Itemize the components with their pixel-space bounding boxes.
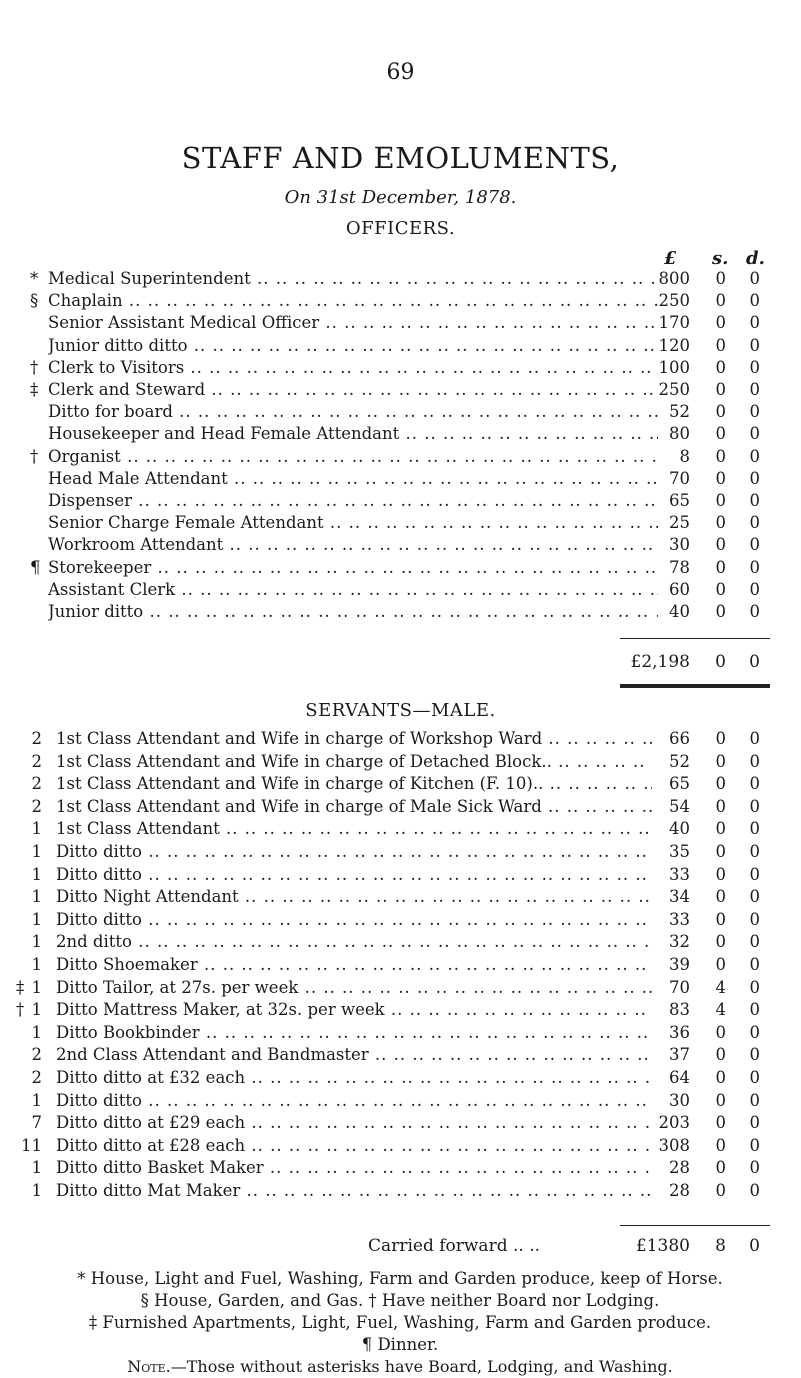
amount-pence: 0	[749, 796, 760, 816]
amount-pence: 0	[749, 932, 760, 952]
officer-title: Ditto for board .. ..	[48, 401, 658, 423]
servant-row	[0, 818, 801, 840]
amount-pence: 0	[749, 1022, 760, 1042]
amount-pence: 0	[749, 269, 760, 288]
servant-quantity: 1	[31, 1090, 42, 1110]
servant-row	[0, 751, 801, 773]
officer-row	[0, 401, 801, 423]
officer-title: Clerk to Visitors .. ..	[48, 357, 658, 379]
amount-pence: 0	[749, 1181, 760, 1200]
servant-quantity: 2	[31, 774, 42, 794]
servant-quantity: 1	[31, 955, 42, 974]
footnote-2: § House, Garden, and Gas. † Have neither Board nor Lodging.	[140, 1291, 660, 1310]
row-mark: †	[30, 446, 39, 466]
servant-quantity: 2	[31, 1045, 42, 1065]
amount-shillings: 0	[715, 751, 726, 771]
servant-quantity: 1	[31, 977, 42, 997]
amount-pounds: 35	[669, 842, 690, 861]
officer-title: Chaplain .. ..	[48, 290, 658, 312]
row-mark: ¶	[30, 557, 41, 577]
amount-shillings: 0	[715, 491, 726, 510]
carried-forward-shillings: 8	[715, 1236, 726, 1256]
amount-pounds: 70	[669, 977, 690, 997]
amount-pence: 0	[749, 909, 760, 929]
officer-title: Storekeeper .. ..	[48, 557, 658, 579]
amount-pounds: 250	[658, 291, 690, 311]
amount-shillings: 0	[715, 955, 726, 974]
servant-row	[0, 954, 801, 976]
amount-pounds: 40	[669, 602, 690, 621]
amount-pence: 0	[749, 864, 760, 884]
amount-pence: 0	[749, 424, 760, 444]
servant-row	[0, 1044, 801, 1066]
servant-title: Ditto ditto .. ..	[56, 841, 652, 863]
officer-row	[0, 379, 801, 401]
servant-quantity: 1	[31, 842, 42, 861]
amount-shillings: 0	[715, 1135, 726, 1155]
row-mark: ‡	[30, 380, 39, 399]
amount-pence: 0	[749, 887, 760, 907]
amount-pence: 0	[749, 513, 760, 533]
officer-row	[0, 490, 801, 512]
footnote-1: * House, Light and Fuel, Washing, Farm and Garden produce, keep of Horse.	[77, 1269, 723, 1288]
amount-shillings: 0	[715, 774, 726, 794]
servant-row	[0, 728, 801, 750]
amount-pounds: 30	[669, 1090, 690, 1110]
officer-row	[0, 601, 801, 623]
amount-pounds: 64	[669, 1068, 690, 1087]
officer-row	[0, 468, 801, 490]
col-header-shillings: s.	[712, 248, 729, 269]
amount-shillings: 0	[715, 909, 726, 929]
amount-pence: 0	[749, 842, 760, 861]
note	[30, 1356, 770, 1378]
amount-pounds: 800	[658, 269, 690, 288]
amount-pounds: 120	[658, 335, 690, 355]
servant-quantity: 1	[31, 864, 42, 884]
amount-pounds: 34	[669, 887, 690, 907]
servant-title: Ditto ditto Mat Maker .. ..	[56, 1180, 652, 1202]
officer-title: Head Male Attendant .. ..	[48, 468, 658, 490]
servant-title: Ditto Tailor, at 27s. per week .. ..	[56, 977, 652, 999]
amount-pence: 0	[749, 774, 760, 794]
servant-title: Ditto ditto at £32 each .. ..	[56, 1067, 652, 1089]
servant-quantity: 1	[31, 1000, 42, 1020]
amount-shillings: 0	[715, 535, 726, 555]
amount-shillings: 0	[715, 796, 726, 816]
amount-pence: 0	[749, 1068, 760, 1087]
page-number: 69	[386, 60, 415, 85]
amount-pounds: 78	[669, 557, 690, 577]
officers-total-rule	[620, 638, 770, 639]
amount-pence: 0	[749, 535, 760, 555]
footnote-3: ‡ Furnished Apartments, Light, Fuel, Washing, Farm and Garden produce.	[88, 1313, 712, 1332]
officers-total-shillings: 0	[715, 652, 726, 672]
amount-pence: 0	[749, 602, 760, 621]
amount-pounds: 65	[669, 491, 690, 510]
amount-pounds: 52	[669, 751, 690, 771]
officer-title: Workroom Attendant .. ..	[48, 534, 658, 556]
servant-title: 1st Class Attendant .. ..	[56, 818, 652, 840]
servant-row	[0, 886, 801, 908]
amount-shillings: 0	[715, 1068, 726, 1087]
servant-title: 2nd ditto .. ..	[56, 931, 652, 953]
amount-shillings: 0	[715, 602, 726, 621]
amount-pounds: 32	[669, 932, 690, 952]
servant-title: Ditto Bookbinder .. ..	[56, 1022, 652, 1044]
amount-shillings: 0	[715, 1181, 726, 1200]
amount-shillings: 0	[715, 446, 726, 466]
servant-row	[0, 841, 801, 863]
amount-pence: 0	[749, 955, 760, 974]
amount-pounds: 308	[658, 1135, 690, 1155]
servant-row	[0, 1022, 801, 1044]
amount-shillings: 0	[715, 380, 726, 399]
officer-row	[0, 446, 801, 468]
amount-pounds: 54	[669, 796, 690, 816]
officer-title: Medical Superintendent .. ..	[48, 268, 658, 290]
servant-title: 2nd Class Attendant and Bandmaster .. ..	[56, 1044, 652, 1066]
amount-pence: 0	[749, 291, 760, 311]
row-mark: ‡	[16, 977, 25, 997]
amount-shillings: 0	[715, 1113, 726, 1133]
amount-pence: 0	[749, 468, 760, 488]
amount-pounds: 100	[658, 357, 690, 377]
amount-pence: 0	[749, 557, 760, 577]
amount-shillings: 0	[715, 513, 726, 533]
officer-title: Dispenser .. ..	[48, 490, 658, 512]
amount-pence: 0	[749, 819, 760, 839]
amount-shillings: 0	[715, 468, 726, 488]
col-header-pounds: £	[664, 248, 677, 269]
amount-pounds: 70	[669, 468, 690, 488]
amount-shillings: 0	[715, 291, 726, 311]
amount-pounds: 52	[669, 402, 690, 422]
servant-title: Ditto Mattress Maker, at 32s. per week .. ..	[56, 999, 652, 1021]
officer-title: Organist .. ..	[48, 446, 658, 468]
amount-pence: 0	[749, 977, 760, 997]
officer-title: Assistant Clerk .. ..	[48, 579, 658, 601]
amount-pence: 0	[749, 1045, 760, 1065]
amount-pounds: 60	[669, 579, 690, 599]
amount-shillings: 0	[715, 357, 726, 377]
officer-title: Senior Assistant Medical Officer .. ..	[48, 312, 658, 334]
amount-pounds: 37	[669, 1045, 690, 1065]
note-prefix: Note.	[127, 1357, 171, 1376]
amount-shillings: 0	[715, 729, 726, 748]
amount-pounds: 39	[669, 955, 690, 974]
row-mark: †	[16, 1000, 25, 1020]
servant-quantity: 2	[31, 1068, 42, 1087]
amount-pounds: 65	[669, 774, 690, 794]
officer-title: Clerk and Steward .. ..	[48, 379, 658, 401]
servant-row	[0, 999, 801, 1021]
amount-pence: 0	[749, 380, 760, 399]
servant-row	[0, 773, 801, 795]
amount-shillings: 0	[715, 313, 726, 333]
amount-pence: 0	[749, 357, 760, 377]
servant-quantity: 7	[31, 1113, 42, 1133]
amount-pounds: 33	[669, 864, 690, 884]
amount-pence: 0	[749, 751, 760, 771]
officer-title: Junior ditto .. ..	[48, 601, 658, 623]
servant-row	[0, 909, 801, 931]
servant-row	[0, 1135, 801, 1157]
amount-shillings: 4	[715, 1000, 726, 1020]
servant-row	[0, 1067, 801, 1089]
servant-quantity: 1	[31, 1181, 42, 1200]
servant-row	[0, 1090, 801, 1112]
amount-pence: 0	[749, 335, 760, 355]
amount-pounds: 80	[669, 424, 690, 444]
col-header-pence: d.	[746, 248, 765, 269]
amount-shillings: 0	[715, 887, 726, 907]
servant-title: 1st Class Attendant and Wife in charge of Workshop Ward .. ..	[56, 728, 652, 750]
officer-row	[0, 357, 801, 379]
servant-title: 1st Class Attendant and Wife in charge of Male Sick Ward .. ..	[56, 796, 652, 818]
amount-pence: 0	[749, 1090, 760, 1110]
officer-title: Senior Charge Female Attendant .. ..	[48, 512, 658, 534]
servant-quantity: 11	[21, 1135, 42, 1155]
officers-total-pence: 0	[749, 652, 760, 672]
officer-row	[0, 579, 801, 601]
servant-quantity: 1	[31, 819, 42, 839]
amount-shillings: 0	[715, 557, 726, 577]
servant-row	[0, 931, 801, 953]
amount-pounds: 203	[658, 1113, 690, 1133]
servant-title: Ditto ditto Basket Maker .. ..	[56, 1157, 652, 1179]
officer-title: Junior ditto ditto .. ..	[48, 335, 658, 357]
amount-shillings: 0	[715, 932, 726, 952]
servant-quantity: 1	[31, 909, 42, 929]
amount-shillings: 0	[715, 819, 726, 839]
servants-carried-rule	[620, 1225, 770, 1226]
amount-pence: 0	[749, 446, 760, 466]
amount-shillings: 0	[715, 864, 726, 884]
row-mark: *	[30, 269, 39, 288]
servant-title: Ditto Shoemaker .. ..	[56, 954, 652, 976]
officer-row	[0, 268, 801, 290]
servant-title: Ditto ditto .. ..	[56, 1090, 652, 1112]
servant-row	[0, 796, 801, 818]
amount-shillings: 0	[715, 402, 726, 422]
officers-total-double-rule	[620, 684, 770, 688]
servant-quantity: 2	[31, 729, 42, 748]
amount-pence: 0	[749, 1158, 760, 1178]
officer-row	[0, 534, 801, 556]
servant-title: Ditto Night Attendant .. ..	[56, 886, 652, 908]
amount-pence: 0	[749, 402, 760, 422]
amount-shillings: 0	[715, 579, 726, 599]
amount-shillings: 0	[715, 269, 726, 288]
amount-pence: 0	[749, 313, 760, 333]
amount-pence: 0	[749, 491, 760, 510]
amount-shillings: 0	[715, 1090, 726, 1110]
amount-shillings: 0	[715, 1022, 726, 1042]
amount-shillings: 0	[715, 335, 726, 355]
amount-pounds: 40	[669, 819, 690, 839]
servant-row	[0, 1180, 801, 1202]
servant-title: Ditto ditto .. ..	[56, 864, 652, 886]
amount-pounds: 28	[669, 1158, 690, 1178]
amount-pounds: 28	[669, 1181, 690, 1200]
amount-pounds: 25	[669, 513, 690, 533]
servant-title: Ditto ditto at £29 each .. ..	[56, 1112, 652, 1134]
amount-pence: 0	[749, 729, 760, 748]
amount-pounds: 83	[669, 1000, 690, 1020]
amount-pounds: 170	[658, 313, 690, 333]
amount-shillings: 0	[715, 1158, 726, 1178]
amount-shillings: 0	[715, 424, 726, 444]
officer-row	[0, 290, 801, 312]
servants-heading: SERVANTS—MALE.	[305, 700, 496, 721]
amount-pounds: 36	[669, 1022, 690, 1042]
servant-quantity: 1	[31, 1022, 42, 1042]
row-mark: §	[30, 291, 39, 311]
amount-pence: 0	[749, 1113, 760, 1133]
amount-shillings: 0	[715, 842, 726, 861]
servant-quantity: 2	[31, 796, 42, 816]
officer-row	[0, 512, 801, 534]
servant-title: Ditto ditto .. ..	[56, 909, 652, 931]
amount-pence: 0	[749, 1000, 760, 1020]
amount-shillings: 4	[715, 977, 726, 997]
servant-quantity: 1	[31, 932, 42, 952]
servant-title: 1st Class Attendant and Wife in charge of Detached Block.. .. ..	[56, 751, 652, 773]
officer-row	[0, 557, 801, 579]
page-title: STAFF AND EMOLUMENTS,	[181, 141, 620, 175]
amount-pounds: 250	[658, 380, 690, 399]
amount-pence: 0	[749, 579, 760, 599]
footnote-4: ¶ Dinner.	[361, 1335, 439, 1354]
note-text: —Those without asterisks have Board, Lodging, and Washing.	[170, 1357, 673, 1376]
officers-total-pounds: £2,198	[630, 652, 690, 672]
amount-pounds: 33	[669, 909, 690, 929]
carried-forward-pounds: £1380	[635, 1236, 690, 1256]
servant-row	[0, 977, 801, 999]
carried-forward-label: Carried forward .. ..	[368, 1236, 540, 1256]
officer-row	[0, 423, 801, 445]
officer-row	[0, 312, 801, 334]
amount-pence: 0	[749, 1135, 760, 1155]
page-subtitle: On 31st December, 1878.	[284, 187, 517, 208]
amount-shillings: 0	[715, 1045, 726, 1065]
carried-forward-pence: 0	[749, 1236, 760, 1256]
amount-pounds: 66	[669, 729, 690, 748]
officer-title: Housekeeper and Head Female Attendant .. ..	[48, 423, 658, 445]
officers-heading: OFFICERS.	[345, 218, 456, 239]
servant-quantity: 2	[31, 751, 42, 771]
servant-quantity: 1	[31, 1158, 42, 1178]
servant-row	[0, 864, 801, 886]
amount-pounds: 8	[679, 446, 690, 466]
servant-title: Ditto ditto at £28 each .. ..	[56, 1135, 652, 1157]
servant-row	[0, 1112, 801, 1134]
officer-row	[0, 335, 801, 357]
amount-pounds: 30	[669, 535, 690, 555]
servant-row	[0, 1157, 801, 1179]
row-mark: †	[30, 357, 39, 377]
servant-title: 1st Class Attendant and Wife in charge of Kitchen (F. 10).. .. ..	[56, 773, 652, 795]
servant-quantity: 1	[31, 887, 42, 907]
